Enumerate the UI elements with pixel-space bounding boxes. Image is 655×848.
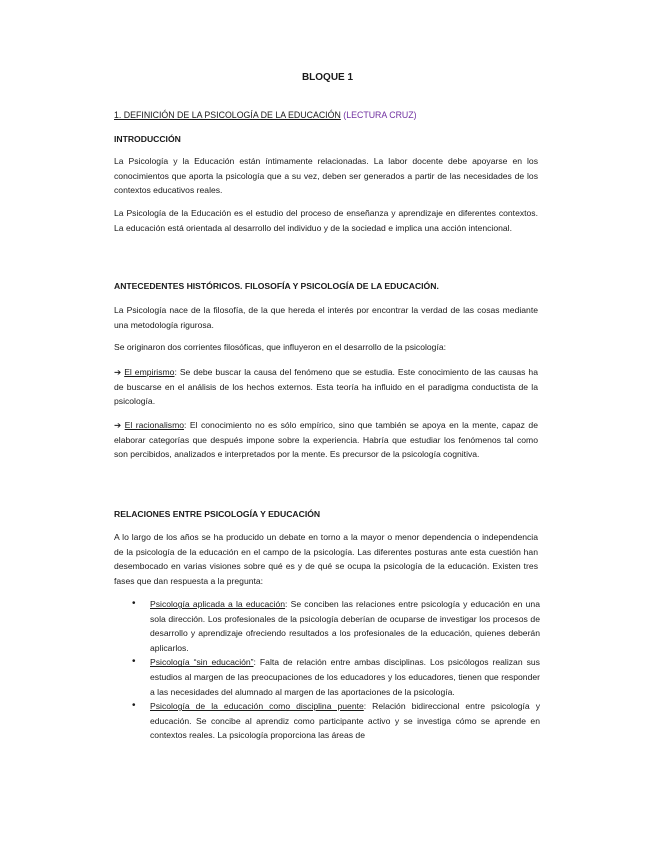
section-2-heading: ANTECEDENTES HISTÓRICOS. FILOSOFÍA Y PSICOLOGÍA DE LA EDUCACIÓN. <box>114 281 439 291</box>
bullet-icon: • <box>132 656 136 668</box>
intro-heading: INTRODUCCIÓN <box>114 134 181 144</box>
arrow-icon: ➔ <box>114 420 122 430</box>
page-title: BLOQUE 1 <box>301 72 354 83</box>
racionalismo-paragraph <box>114 418 538 462</box>
section-1-heading-note: (LECTURA CRUZ) <box>343 110 417 120</box>
empirismo-paragraph <box>114 365 538 409</box>
bullet-icon: • <box>132 598 136 609</box>
list-item <box>114 699 540 743</box>
phase-text: : Relación bidireccional entre psicología y educación. Se concibe al aprendiz como participante activo y se investiga cómo se aprende en contextos reales. La psicología proporciona las áreas de <box>150 701 540 741</box>
racionalismo-term: El racionalismo <box>124 420 185 430</box>
phase-term: Psicología “sin educación” <box>150 657 254 668</box>
empirismo-term: El empirismo <box>124 367 175 377</box>
phase-text: : Falta de relación entre ambas disciplinas. Los psicólogos realizan sus estudios al margen de las preocupaciones de los educadores y los educadores, tienen que responder a las necesidades del alumnado al margen de las aportaciones de la psicología. <box>150 657 540 697</box>
phase-term: Psicología de la educación como disciplina puente <box>150 701 364 712</box>
section-3-paragraph-1: A lo largo de los años se ha producido un debate en torno a la mayor o menor dependencia o independencia de la psicología de la educación en el campo de la psicología. Las diferentes posturas ante esta cuestión han desembocado en varias visiones sobre qué es y de qué se ocupa la psicología de la educación. Existen tres fases que dan respuesta a la pregunta: <box>114 532 538 586</box>
list-item <box>114 655 540 699</box>
arrow-icon: ➔ <box>114 367 122 377</box>
phase-text: : Se conciben las relaciones entre psicología y educación en una sola dirección. Los profesionales de la psicología deberían de ocuparse de investigar los procesos de desarrollo y aprendizaje ofreciendo resultados a los profesionales de la educación, quienes deberán aplicarlos. <box>150 599 540 653</box>
phase-term: Psicología aplicada a la educación <box>150 599 286 609</box>
intro-paragraph-2: La Psicología de la Educación es el estudio del proceso de enseñanza y aprendizaje en diferentes contextos. La educación está orientada al desarrollo del individuo y de la sociedad e implica una acción intencional. <box>114 208 538 233</box>
intro-paragraph-1: La Psicología y la Educación están íntimamente relacionadas. La labor docente debe apoyarse en los conocimientos que aporta la psicología que a su vez, deben ser generados a partir de las necesidades de los contextos educativos reales. <box>114 156 538 196</box>
bullet-icon: • <box>132 700 136 712</box>
section-2-paragraph-2: Se originaron dos corrientes filosóficas, que influyeron en el desarrollo de la psicología: <box>114 342 447 352</box>
section-2-paragraph-1: La Psicología nace de la filosofía, de la que hereda el interés por encontrar la verdad de las cosas mediante una metodología rigurosa. <box>114 305 538 330</box>
section-1-heading <box>114 110 417 120</box>
section-1-heading-text: 1. DEFINICIÓN DE LA PSICOLOGÍA DE LA EDUCACIÓN <box>114 110 341 120</box>
phases-list <box>114 597 540 743</box>
list-item <box>114 597 540 655</box>
empirismo-text: : Se debe buscar la causa del fenómeno que se estudia. Este conocimiento de las causas ha de buscarse en el análisis de los hechos externos. Esta teoría ha influido en el paradigma conductista de la psicología. <box>114 367 538 407</box>
section-3-heading: RELACIONES ENTRE PSICOLOGÍA Y EDUCACIÓN <box>114 509 321 519</box>
racionalismo-text: : El conocimiento no es sólo empírico, sino que también se apoya en la mente, capaz de elaborar categorías que después impone sobre la experiencia. Habría que estudiar los fenómenos tal como son percibidos, analizados e interpretados por la mente. Es precursor de la psicología cognitiva. <box>114 420 538 460</box>
